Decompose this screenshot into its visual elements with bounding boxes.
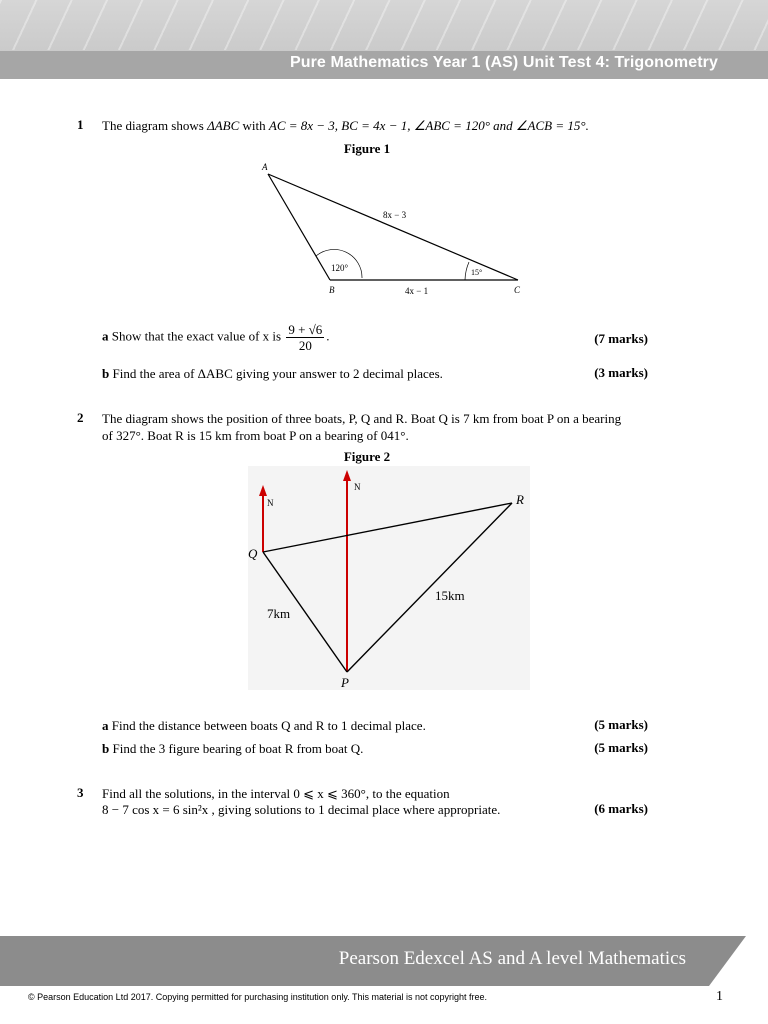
north-label-p: N — [354, 482, 361, 492]
q1-part-a-label: a — [102, 328, 109, 344]
footer-title: Pearson Edexcel AS and A level Mathematics — [338, 948, 686, 969]
q1-given: AC = 8x − 3, BC = 4x − 1, ∠ABC = 120° and ∠ACB = 15°. — [268, 118, 589, 133]
question-2-line-1: The diagram shows the position of three boats, P, Q and R. Boat Q is 7 km from boat P on a bearing — [102, 411, 622, 426]
vertex-b-label: B — [329, 285, 335, 295]
q1-part-a-text: Show that the exact value of x is — [111, 328, 282, 344]
fraction-numerator: 9 + √6 — [288, 322, 323, 337]
q2-part-a-text: Find the distance between boats Q and R to 1 decimal place. — [111, 718, 426, 733]
q2-part-a-label: a — [102, 718, 109, 733]
figure-1-caption: Figure 1 — [343, 141, 391, 156]
q1-with: with — [239, 118, 269, 133]
side-ac-label: 8x − 3 — [383, 210, 407, 220]
fraction-denominator: 20 — [298, 338, 312, 353]
side-ab — [268, 174, 330, 280]
q2-part-b-marks: (5 marks) — [594, 740, 648, 755]
q1-part-b — [102, 365, 443, 382]
question-2-line-2: of 327°. Boat R is 15 km from boat P on a bearing of 041°. — [102, 428, 409, 443]
header-stripes — [0, 0, 768, 50]
q1-part-b-label: b — [102, 366, 110, 381]
q1-part-a-marks: (7 marks) — [594, 331, 648, 346]
side-ac — [268, 174, 518, 280]
figure-2-diagram — [248, 466, 530, 690]
q1-triangle: ΔABC — [207, 118, 240, 133]
label-q: Q — [248, 546, 258, 561]
q2-part-b-label: b — [102, 741, 110, 756]
question-1-text — [102, 117, 589, 134]
q2-part-a — [102, 717, 426, 734]
label-r: R — [516, 492, 524, 507]
q1-part-a-fraction — [286, 322, 324, 353]
question-3-line-1: Find all the solutions, in the interval 0 ⩽ x ⩽ 360°, to the equation — [102, 786, 450, 801]
angle-b-label: 120° — [331, 263, 349, 273]
q3-marks: (6 marks) — [594, 801, 648, 816]
page-title: Pure Mathematics Year 1 (AS) Unit Test 4: Trigonometry — [289, 54, 718, 71]
q1-part-b-text: Find the area of ΔABC giving your answer to 2 decimal places. — [112, 366, 443, 381]
q1-intro: The diagram shows — [102, 118, 208, 133]
distance-pq: 7km — [267, 606, 291, 621]
label-p: P — [341, 675, 349, 690]
q2-part-a-marks: (5 marks) — [594, 717, 648, 732]
figure-1-diagram — [250, 158, 540, 298]
vertex-a-label: A — [262, 162, 268, 172]
question-2-number: 2 — [77, 410, 84, 425]
q1-part-a — [102, 322, 330, 353]
figure-2-caption: Figure 2 — [343, 449, 391, 464]
side-bc-label: 4x − 1 — [405, 286, 429, 296]
question-1-number: 1 — [77, 117, 84, 132]
angle-c-arc — [465, 262, 469, 280]
figure-2-background — [248, 466, 530, 690]
q1-part-a-end: . — [326, 328, 330, 344]
distance-pr: 15km — [435, 588, 465, 603]
north-label-q: N — [267, 498, 274, 508]
q2-part-b-text: Find the 3 figure bearing of boat R from boat Q. — [112, 741, 364, 756]
copyright-notice: © Pearson Education Ltd 2017. Copying permitted for purchasing institution only. This material is not copyright free. — [28, 992, 488, 1002]
angle-c-label: 15° — [471, 268, 483, 277]
vertex-c-label: C — [514, 285, 521, 295]
question-3-number: 3 — [77, 785, 84, 800]
question-3-line-2: 8 − 7 cos x = 6 sin²x , giving solutions to 1 decimal place where appropriate. — [102, 802, 501, 817]
q1-part-b-marks: (3 marks) — [594, 365, 648, 380]
page-number: 1 — [716, 989, 723, 1004]
q2-part-b — [102, 740, 363, 757]
